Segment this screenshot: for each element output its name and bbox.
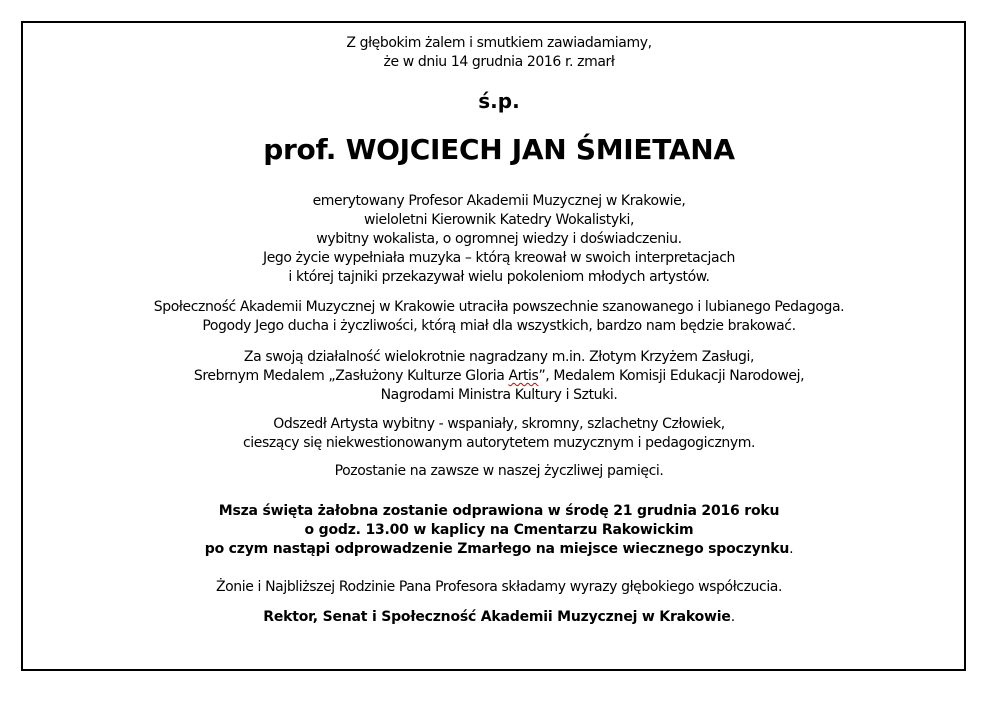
mass-line-2: o godz. 13.00 w kaplicy na Cmentarzu Rakowickim — [304, 522, 694, 538]
description-line-4: Jego życie wypełniała muzyka – którą kreował w swoich interpretacjach — [262, 250, 735, 266]
memory-line: Pozostanie na zawsze w naszej życzliwej pamięci. — [334, 463, 664, 479]
tribute-line-1: Odszedł Artysta wybitny - wspaniały, skromny, szlachetny Człowiek, — [273, 416, 725, 432]
community-line-2: Pogody Jego ducha i życzliwości, którą miał dla wszystkich, bardzo nam będzie brakować. — [202, 318, 796, 334]
awards-line-1: Za swoją działalność wielokrotnie nagradzany m.in. Złotym Krzyżem Zasługi, — [243, 349, 755, 365]
description-line-5: i której tajniki przekazywał wielu pokoleniom młodych artystów. — [288, 269, 710, 285]
spellcheck-marked-word: Artis — [508, 368, 539, 384]
document-border — [21, 21, 966, 671]
intro-line-2: że w dniu 14 grudnia 2016 r. zmarł — [383, 54, 615, 70]
description-line-3: wybitny wokalista, o ogromnej wiedzy i doświadczeniu. — [316, 231, 682, 247]
signature-end-punct: . — [730, 609, 735, 625]
mass-line-1: Msza święta żałobna zostanie odprawiona w środę 21 grudnia 2016 roku — [218, 503, 780, 519]
awards-line-2-start: Srebrnym Medalem „Zasłużony Kulturze Gloria — [193, 368, 509, 384]
awards-line-2-end: ”, Medalem Komisji Edukacji Narodowej, — [538, 368, 805, 384]
signature-text: Rektor, Senat i Społeczność Akademii Muzycznej w Krakowie — [263, 609, 731, 625]
intro-line-1: Z głębokim żalem i smutkiem zawiadamiamy, — [346, 35, 652, 51]
mass-end-punct: . — [789, 541, 794, 557]
awards-line-2 — [0, 367, 998, 385]
honorific: ś.p. — [478, 89, 520, 113]
mass-line-3-text: po czym nastąpi odprowadzenie Zmarłego na miejsce wiecznego spoczynku — [204, 541, 790, 557]
description-line-2: wieloletni Kierownik Katedry Wokalistyki, — [364, 212, 634, 228]
condolences-line: Żonie i Najbliższej Rodzinie Pana Profesora składamy wyrazy głębokiego współczucia. — [215, 579, 783, 595]
community-line-1: Społeczność Akademii Muzycznej w Krakowie utraciła powszechnie szanowanego i lubianego Pedagoga. — [153, 299, 845, 315]
tribute-line-2: cieszący się niekwestionowanym autorytetem muzycznym i pedagogicznym. — [242, 435, 756, 451]
signature-line — [0, 608, 998, 626]
mass-line-3 — [0, 540, 998, 558]
description-line-1: emerytowany Profesor Akademii Muzycznej w Krakowie, — [312, 193, 686, 209]
awards-line-3: Nagrodami Ministra Kultury i Sztuki. — [380, 387, 618, 403]
deceased-name: prof. WOJCIECH JAN ŚMIETANA — [263, 133, 735, 166]
